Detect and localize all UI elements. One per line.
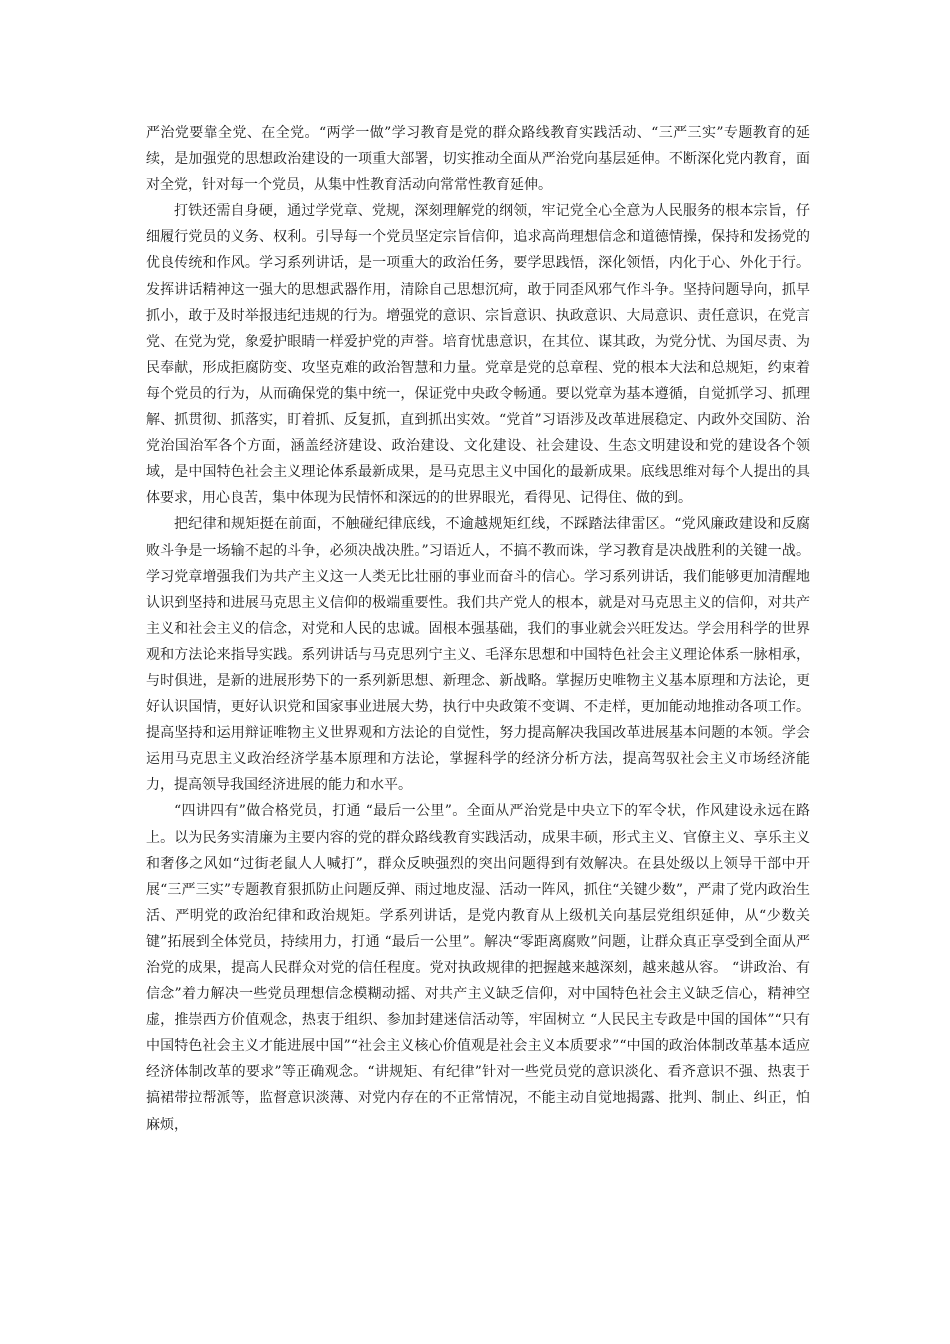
document-body [146, 120, 810, 1138]
paragraph-2: 打铁还需自身硬，通过学党章、党规，深刻理解党的纲领，牢记党全心全意为人民服务的根本宗旨，仔细履行党员的义务、权利。引导每一个党员坚定宗旨信仰，追求高尚理想信念和道德情操，保持和发扬党的优良传统和作风。学习系列讲话，是一项重大的政治任务，要学思践悟，深化领悟，内化于心、外化于行。发挥讲话精神这一强大的思想武器作用，清除自己思想沉疴，敢于同歪风邪气作斗争。坚持问题导向，抓早抓小，敢于及时举报违纪违规的行为。增强党的意识、宗旨意识、执政意识、大局意识、责任意识，在党言党、在党为党，象爱护眼睛一样爱护党的声誉。培育忧患意识，在其位、谋其政，为党分忧、为国尽责、为民奉献，形成拒腐防变、攻坚克难的政治智慧和力量。党章是党的总章程、党的根本大法和总规矩，约束着每个党员的行为，从而确保党的集中统一，保证党中央政令畅通。要以党章为基本遵循，自觉抓学习、抓理解、抓贯彻、抓落实，盯着抓、反复抓，直到抓出实效。“党首”习语涉及改革进展稳定、内政外交国防、治党治国治军各个方面，涵盖经济建设、政治建设、文化建设、社会建设、生态文明建设和党的建设各个领域，是中国特色社会主义理论体系最新成果，是马克思主义中国化的最新成果。底线思维对每个人提出的具体要求，用心良苦，集中体现为民情怀和深远的的世界眼光，看得见、记得住、做的到。 [146, 203, 810, 507]
paragraph-4: “四讲四有”做合格党员，打通 “最后一公里”。全面从严治党是中央立下的军令状，作风建设永远在路上。以为民务实清廉为主要内容的党的群众路线教育实践活动，成果丰硕，形式主义、官僚主义、享乐主义和奢侈之风如“过街老鼠人人喊打”，群众反映强烈的突出问题得到有效解决。在县处级以上领导干部中开展“三严三实”专题教育狠抓防止问题反弹、雨过地皮湿、活动一阵风，抓住“关键少数”，严肃了党内政治生活、严明党的政治纪律和政治规矩。学系列讲话，是党内教育从上级机关向基层党组织延伸，从“少数关键”拓展到全体党员，持续用力，打通 “最后一公里”。解决“零距离腐败”问题，让群众真正享受到全面从严治党的成果，提高人民群众对党的信任程度。党对执政规律的把握越来越深刻，越来越从容。 “讲政治、有信念”着力解决一些党员理想信念模糊动摇、对共产主义缺乏信仰，对中国特色社会主义缺乏信心，精神空虚，推崇西方价值观念，热衷于组织、参加封建迷信活动等，牢固树立 “人民民主专政是中国的国体”“只有中国特色社会主义才能进展中国”“社会主义核心价值观是社会主义本质要求”“中国的政治体制改革基本适应经济体制改革的要求”等正确观念。“讲规矩、有纪律”针对一些党员党的意识淡化、看齐意识不强、热衷于搞裙带拉帮派等，监督意识淡薄、对党内存在的不正常情况，不能主动自觉地揭露、批判、制止、纠正，怕麻烦， [146, 803, 810, 1133]
paragraph-1: 严治党要靠全党、在全党。“两学一做”学习教育是党的群众路线教育实践活动、“三严三实”专题教育的延续，是加强党的思想政治建设的一项重大部署，切实推动全面从严治党向基层延伸。不断深化党内教育，面对全党，针对每一个党员，从集中性教育活动向常常性教育延伸。 [146, 125, 810, 194]
paragraph-3: 把纪律和规矩挺在前面，不触碰纪律底线，不逾越规矩红线，不踩踏法律雷区。“党风廉政建设和反腐败斗争是一场输不起的斗争，必须决战决胜。”习语近人，不搞不教而诛，学习教育是决战胜利的关键一战。学习党章增强我们为共产主义这一人类无比壮丽的事业而奋斗的信心。学习系列讲话，我们能够更加清醒地认识到坚持和进展马克思主义信仰的极端重要性。我们共产党人的根本，就是对马克思主义的信仰，对共产主义和社会主义的信念，对党和人民的忠诚。固根本强基础，我们的事业就会兴旺发达。学会用科学的世界观和方法论来指导实践。系列讲话与马克思列宁主义、毛泽东思想和中国特色社会主义理论体系一脉相承，与时俱进，是新的进展形势下的一系列新思想、新理念、新战略。掌握历史唯物主义基本原理和方法论，更好认识国情，更好认识党和国家事业进展大势，执行中央政策不变调、不走样，更加能动地推动各项工作。提高坚持和运用辩证唯物主义世界观和方法论的自觉性，努力提高解决我国改革进展基本问题的本领。学会运用马克思主义政治经济学基本原理和方法论，掌握科学的经济分析方法，提高驾驭社会主义市场经济能力，提高领导我国经济进展的能力和水平。 [146, 516, 810, 794]
